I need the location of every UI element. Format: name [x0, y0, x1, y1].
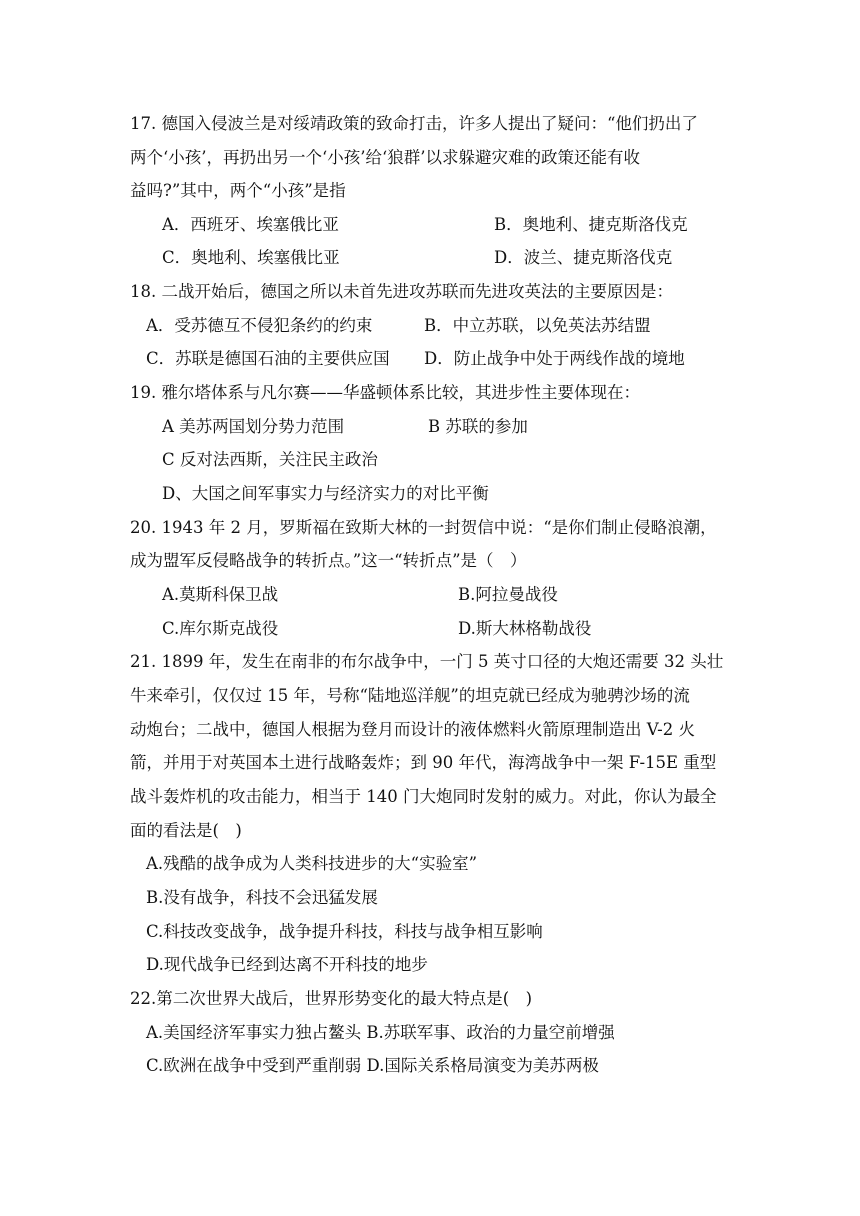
q21-option-c: C.科技改变战争，战争提升科技，科技与战争相互影响	[146, 922, 543, 941]
q22-options-line-2: C.欧洲在战争中受到严重削弱 D.国际关系格局演变为美苏两极	[146, 1056, 599, 1075]
q17-option-b: B．奥地利、捷克斯洛伐克	[494, 215, 688, 234]
q20-stem-line-2: 成为盟军反侵略战争的转折点。”这一“转折点”是（ ）	[130, 551, 527, 570]
q20-option-a: A.莫斯科保卫战	[162, 585, 279, 604]
q21-option-b: B.没有战争，科技不会迅猛发展	[146, 888, 378, 907]
q22-stem: 22.第二次世界大战后，世界形势变化的最大特点是( )	[130, 989, 533, 1008]
q20-option-b: B.阿拉曼战役	[458, 585, 558, 604]
q19-option-a: A 美苏两国划分势力范围	[162, 417, 345, 436]
q18-option-b: B．中立苏联，以免英法苏结盟	[424, 316, 651, 335]
q21-option-a: A.残酷的战争成为人类科技进步的大“实验室”	[146, 854, 478, 873]
q19-option-b: B 苏联的参加	[428, 417, 528, 436]
q19-stem: 19. 雅尔塔体系与凡尔赛——华盛顿体系比较，其进步性主要体现在：	[130, 383, 640, 402]
q18-option-d: D．防止战争中处于两线作战的境地	[424, 349, 685, 368]
q21-stem-line-5: 战斗轰炸机的攻击能力，相当于 140 门大炮同时发射的威力。对此，你认为最全	[130, 787, 717, 806]
q22-options-line-1: A.美国经济军事实力独占鳌头 B.苏联军事、政治的力量空前增强	[146, 1023, 615, 1042]
q17-option-d: D．波兰、捷克斯洛伐克	[494, 248, 673, 267]
q20-option-c: C.库尔斯克战役	[162, 619, 279, 638]
q17-stem-line-1: 17. 德国入侵波兰是对绥靖政策的致命打击，许多人提出了疑问：“他们扔出了	[130, 114, 698, 133]
q18-stem: 18. 二战开始后，德国之所以未首先进攻苏联而先进攻英法的主要原因是：	[130, 282, 673, 301]
q17-stem-line-2: 两个‘小孩’，再扔出另一个‘小孩’给‘狼群’以求躲避灾难的政策还能有收	[130, 148, 640, 167]
q19-option-d: D、大国之间军事实力与经济实力的对比平衡	[162, 484, 489, 503]
q21-stem-line-6: 面的看法是( )	[130, 821, 242, 840]
q20-stem-line-1: 20. 1943 年 2 月，罗斯福在致斯大林的一封贺信中说：“是你们制止侵略浪潮，	[130, 518, 717, 537]
q19-option-c: C 反对法西斯，关注民主政治	[162, 450, 378, 469]
q20-option-d: D.斯大林格勒战役	[458, 619, 592, 638]
q21-stem-line-2: 牛来牵引，仅仅过 15 年，号称“陆地巡洋舰”的坦克就已经成为驰骋沙场的流	[130, 686, 690, 705]
q21-stem-line-4: 箭，并用于对英国本土进行战略轰炸；到 90 年代，海湾战争中一架 F-15E 重型	[130, 753, 717, 772]
q21-option-d: D.现代战争已经到达离不开科技的地步	[146, 955, 428, 974]
q17-option-a: A．西班牙、埃塞俄比亚	[162, 215, 339, 234]
q18-option-a: A．受苏德互不侵犯条约的约束	[146, 316, 373, 335]
q17-stem-line-3: 益吗?”其中，两个“小孩”是指	[130, 181, 346, 200]
q17-option-c: C．奥地利、埃塞俄比亚	[162, 248, 340, 267]
q21-stem-line-3: 动炮台；二战中，德国人根据为登月而设计的液体燃料火箭原理制造出 V-2 火	[130, 720, 695, 739]
q18-option-c: C．苏联是德国石油的主要供应国	[146, 349, 390, 368]
q21-stem-line-1: 21. 1899 年，发生在南非的布尔战争中，一门 5 英寸口径的大炮还需要 32 头壮	[130, 652, 724, 671]
